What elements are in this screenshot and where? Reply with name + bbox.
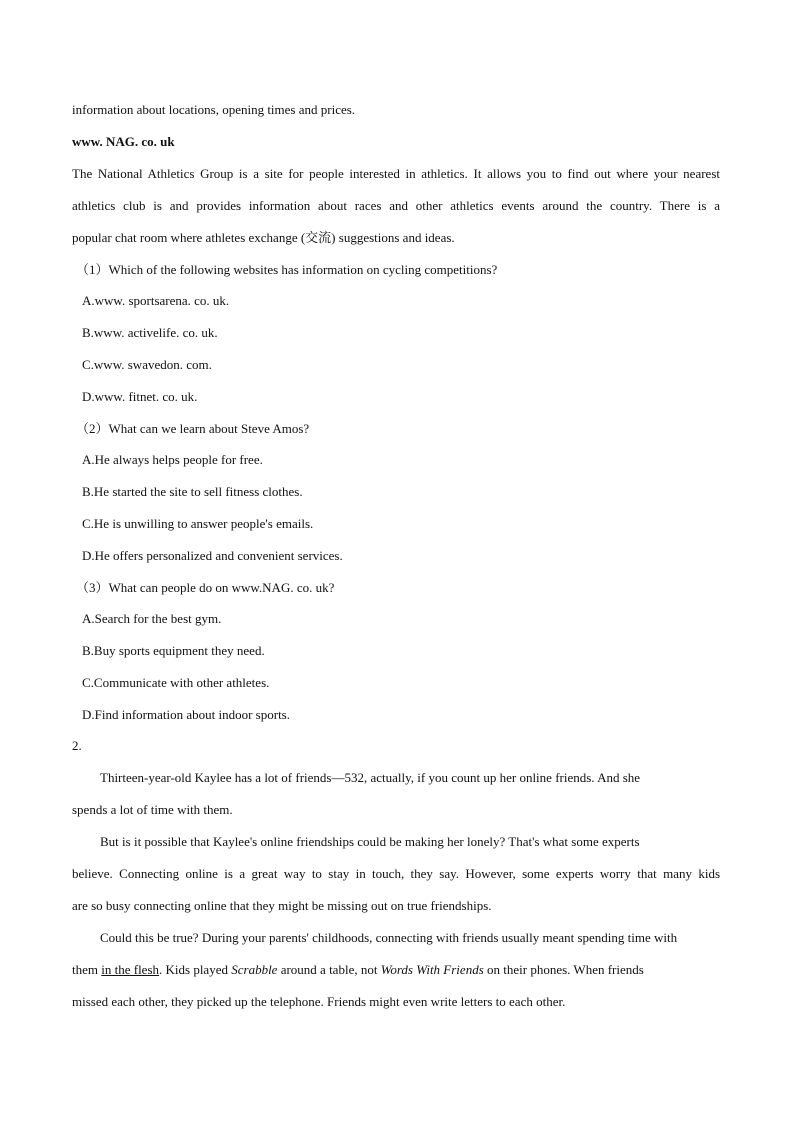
- answer-option[interactable]: D.Find information about indoor sports.: [82, 707, 290, 722]
- answer-option[interactable]: C.He is unwilling to answer people's emails.: [82, 516, 314, 531]
- paragraph-line: are so busy connecting online that they might be missing out on true friendships.: [72, 898, 492, 913]
- text-run: them: [72, 962, 102, 977]
- answer-option[interactable]: A.He always helps people for free.: [82, 452, 263, 467]
- italic-title: Scrabble: [231, 962, 278, 977]
- answer-option[interactable]: A.www. sportsarena. co. uk.: [82, 293, 230, 308]
- answer-option[interactable]: B.He started the site to sell fitness clothes.: [82, 484, 303, 499]
- site-heading: www. NAG. co. uk: [72, 134, 175, 149]
- paragraph-line: popular chat room where athletes exchange (交流) suggestions and ideas.: [72, 230, 455, 245]
- intro-line: information about locations, opening times and prices.: [72, 102, 356, 117]
- paragraph-line: missed each other, they picked up the telephone. Friends might even write letters to each other.: [72, 994, 566, 1009]
- answer-option[interactable]: D.He offers personalized and convenient services.: [82, 548, 343, 563]
- question-stem: （1）Which of the following websites has information on cycling competitions?: [76, 262, 498, 277]
- question-stem: （3）What can people do on www.NAG. co. uk?: [76, 580, 335, 595]
- italic-title: Words With Friends: [380, 962, 484, 977]
- text-run: . Kids played: [159, 962, 232, 977]
- question-stem: （2）What can we learn about Steve Amos?: [76, 421, 310, 436]
- passage-number: 2.: [72, 738, 82, 753]
- answer-option[interactable]: B.Buy sports equipment they need.: [82, 643, 265, 658]
- paragraph-line: Could this be true? During your parents' childhoods, connecting with friends usually meant spending time with: [100, 930, 678, 945]
- answer-option[interactable]: A.Search for the best gym.: [82, 611, 222, 626]
- paragraph-line: believe. Connecting online is a great way to stay in touch, they say. However, some experts worry that many kids: [72, 866, 720, 881]
- paragraph-line: spends a lot of time with them.: [72, 802, 233, 817]
- paragraph-line: Thirteen-year-old Kaylee has a lot of friends—532, actually, if you count up her online friends. And she: [100, 770, 641, 785]
- answer-option[interactable]: D.www. fitnet. co. uk.: [82, 389, 198, 404]
- paragraph-line: The National Athletics Group is a site for people interested in athletics. It allows you to find out where your nearest: [72, 166, 720, 181]
- answer-option[interactable]: C.www. swavedon. com.: [82, 357, 212, 372]
- answer-option[interactable]: C.Communicate with other athletes.: [82, 675, 270, 690]
- paragraph-line: athletics club is and provides information about races and other athletics events around the country. There is a: [72, 198, 720, 213]
- text-run: around a table, not: [277, 962, 381, 977]
- underlined-phrase: in the flesh: [101, 962, 160, 977]
- paragraph-line: But is it possible that Kaylee's online friendships could be making her lonely? That's what some experts: [100, 834, 640, 849]
- answer-option[interactable]: B.www. activelife. co. uk.: [82, 325, 218, 340]
- paragraph-line: [72, 962, 644, 978]
- text-run: on their phones. When friends: [483, 962, 644, 977]
